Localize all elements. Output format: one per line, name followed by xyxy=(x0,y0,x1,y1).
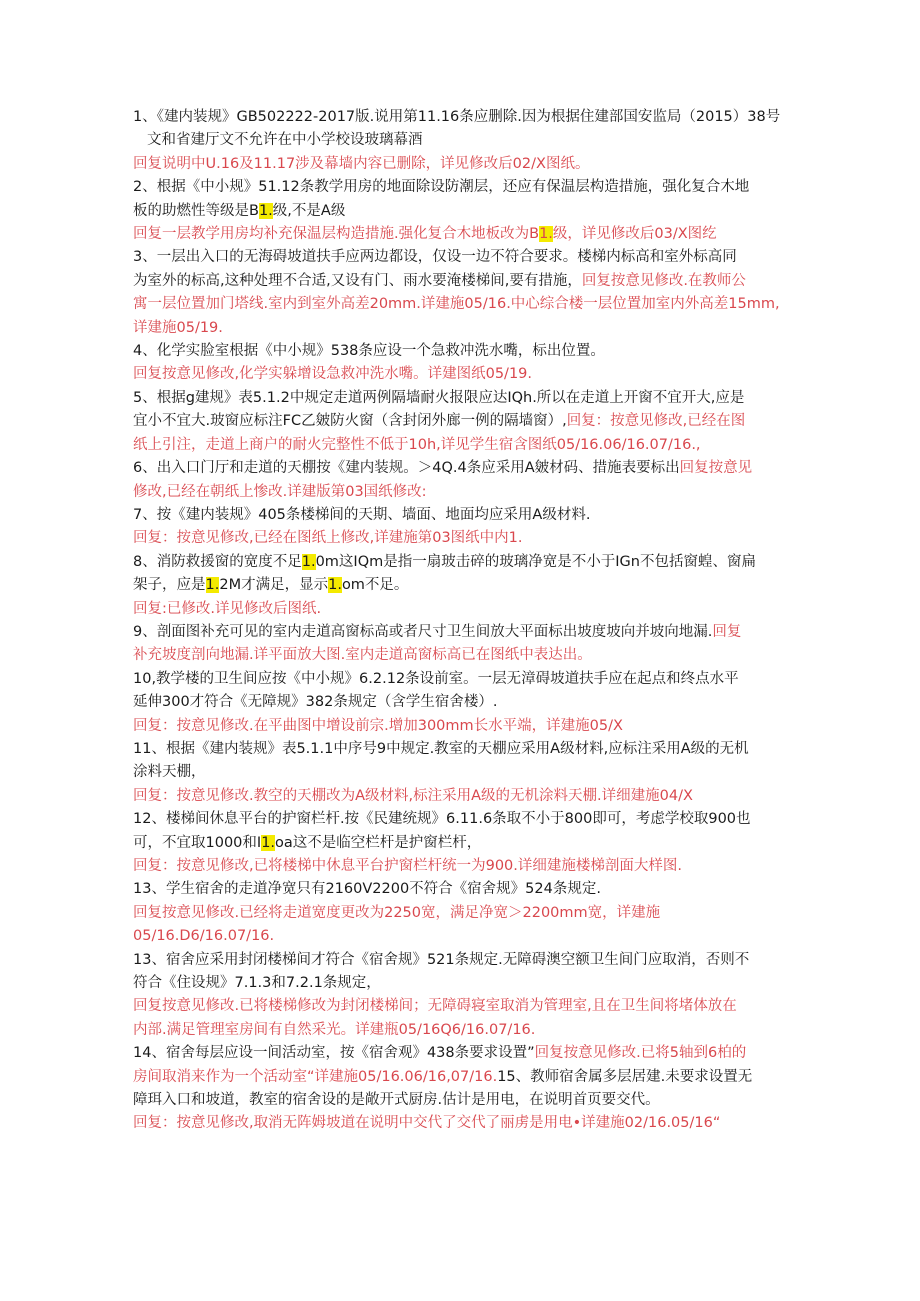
reply-3-line-3: 详建施05/19. xyxy=(133,319,223,336)
review-comments-document xyxy=(133,106,793,1136)
comment-11-line-1: 11、根据《建内装规》表5.1.1中序号9中规定.教室的天棚应采用A级材料,应标注采用A级的无机 xyxy=(133,740,749,757)
reply-13b-line-1: 回复按意见修改.已将楼梯修改为封闭楼梯间；无障碍寝室取消为管理室,且在卫生间将堵体放在 xyxy=(133,998,737,1015)
comment-5-line-2: 宜小不宜大.玻窗应标注FC乙皴防火窗（含封闭外廊一例的隔墙窗）,回复：按意见修改,已经在图 xyxy=(133,413,746,430)
comment-14-line-1: 14、宿舍每层应设一间活动室，按《宿舍观》438条要求设置”回复按意见修改.已将5轴到6柏的 xyxy=(133,1045,747,1062)
reply-11: 回复：按意见修改.教空的天棚改为A级材料,标注采用A级的无机涂料天棚.详细建施04/X xyxy=(133,787,693,804)
comment-5-line-1: 5、根据g建规》表5.1.2中规定走道两例隔墙耐火报限应达IQh.所以在走道上开窗不宜开大,应是 xyxy=(133,389,745,406)
reply-14-continued: 房间取消来作为一个活动室“详建施05/16.06/16,07/16. xyxy=(133,1068,498,1085)
highlight: 1. xyxy=(301,553,316,570)
reply-13b-line-2: 内部.满足管理室房间有自然采光。详建瓶05/16Q6/16.07/16. xyxy=(133,1021,536,1038)
comment-6: 6、出入口门厅和走道的天棚按《建内装规。＞4Q.4条应采用A皴材码、措施表要标出回复按意见 xyxy=(133,460,753,477)
comment-3-line-2: 为室外的标高,这种处理不合适,又设有门、雨水要淹楼梯间,要有措施，回复按意见修改.在教师公 xyxy=(133,272,746,289)
reply-10: 回复：按意见修改.在平曲图中增设前宗.增加300mm长水平端，详建施05/X xyxy=(133,717,623,734)
comment-14-line-2: 房间取消来作为一个活动室“详建施05/16.06/16,07/16.15、教师宿舍属多层居建.未要求设置无 xyxy=(133,1068,753,1085)
highlight: 1. xyxy=(539,226,553,243)
comment-2-line-1: 2、根据《中小规》51.12条教学用房的地面除设防潮层，还应有保温层构造措施，强化复合木地 xyxy=(133,179,750,196)
comment-12-line-2: 可，不宜取1000和I1.oa这不是临空栏杆是护窗栏杆， xyxy=(133,834,482,851)
highlight: 1. xyxy=(261,834,276,851)
comment-13: 13、学生宿舍的走道净宽只有2160V2200不符合《宿舍规》524条规定. xyxy=(133,881,601,898)
highlight: 1. xyxy=(328,577,342,594)
reply-6-start: 回复按意见 xyxy=(679,460,753,477)
reply-13-line-1: 回复按意见修改.已经将走道宽度更改为2250宽，满足净宽＞2200mm宽，详建施 xyxy=(133,904,661,921)
reply-3-line-2: 寓一层位置加门塔线.室内到室外高差20mm.详建施05/16.中心综合楼一层位置加室内外高差15mm, xyxy=(133,296,780,313)
comment-13b-line-1: 13、宿舍应采用封闭楼梯间才符合《宿舍规》521条规定.无障碍澳空额卫生间门应取消，否则不 xyxy=(133,951,750,968)
reply-6-line-2: 修改,已经在朝纸上惨改.详建版第03国纸修改: xyxy=(133,483,427,500)
comment-10-line-1: 10,教学楼的卫生间应按《中小规》6.2.12条设前室。一层无漳碍坡道扶手应在起点和终点水平 xyxy=(133,670,739,687)
reply-5-line-2: 纸上引注，走道上商户的耐火完整性不低于10h,详见学生宿含图纸05/16.06/16.07/16., xyxy=(133,436,701,453)
reply-2: 回复一层教学用房均补充保温层构造措施.强化复合木地板改为B1.级，详见修改后03/X图纥 xyxy=(133,226,717,243)
comment-2-line-2: 板的助燃性等级是B1.级,不是A级 xyxy=(133,202,346,219)
reply-4: 回复按意见修改,化学实躲增设急救冲洗水嘴。详建图纸05/19. xyxy=(133,366,533,383)
reply-14-start: 回复按意见修改.已将5轴到6柏的 xyxy=(534,1045,747,1062)
comment-12-line-1: 12、楼梯间休息平台的护窗栏杆.按《民建统规》6.11.6条取不小于800即可，考虑学校取900也 xyxy=(133,811,751,828)
comment-8-line-1: 8、消防救援窗的宽度不足1.0m这IQm是指一扇玻击碎的玻璃净宽是不小于IGn不包括窗蝗、窗扁 xyxy=(133,553,756,570)
highlight: 1. xyxy=(258,202,273,219)
reply-9-line-2: 补充坡度剖向地漏.详平面放大图.室内走道高窗标高已在图纸中表达出。 xyxy=(133,647,592,664)
reply-15: 回复：按意见修改,取消无阵姆坡道在说明中交代了交代了丽虏是用电•详建施02/16.05/16“ xyxy=(133,1115,721,1132)
reply-5-start: 回复：按意见修改,已经在图 xyxy=(566,413,746,430)
comment-4: 4、化学实脸室根据《中小规》538条应设一个急救冲洗水嘴，标出位置。 xyxy=(133,343,605,360)
comment-3-line-1: 3、一层出入口的无海碍坡道扶手应两边都设，仅设一边不符合要求。楼梯内标高和室外标高同 xyxy=(133,249,737,266)
comment-8-line-2: 架子，应是1.2M才满足，显示1.om不足。 xyxy=(133,577,409,594)
reply-8: 回复:已修改.详见修改后图纸. xyxy=(133,600,322,617)
comment-15-line-2: 障珥入口和坡道，教室的宿舍设的是敞开式厨房.估计是用电，在说明首页要交代。 xyxy=(133,1092,660,1109)
reply-9-start: 回复 xyxy=(712,623,742,640)
comment-13b-line-2: 符合《住设规》7.1.3和7.2.1条规定， xyxy=(133,975,381,992)
comment-11-line-2: 涂料天棚， xyxy=(133,764,206,781)
reply-12: 回复：按意见修改,已将楼梯中休息平台护窗栏杆统一为900.详细建施楼梯剖面大样图. xyxy=(133,858,683,874)
comment-7: 7、按《建内装规》405条楼梯间的天期、墙面、地面均应采用A级材料. xyxy=(133,506,591,523)
reply-3-start: 回复按意见修改.在教师公 xyxy=(581,272,746,289)
comment-9: 9、剖面图补充可见的室内走道高窗标高或者尺寸卫生间放大平面标出坡度坡向并坡向地漏.回复 xyxy=(133,623,742,640)
reply-1: 回复说明中U.16及11.17涉及幕墙内容已删除，详见修改后02/X图纸。 xyxy=(133,155,590,172)
comment-1-line-2: 文和省建厅文不允许在中小学校设玻璃幕酒 xyxy=(147,132,423,149)
highlight: 1. xyxy=(205,577,220,594)
comment-1-line-1: 1、《建内装规》GB502222-2017版.说用第11.16条应删除.因为根据住建部国安监局（2015）38号 xyxy=(133,109,781,125)
reply-13-line-2: 05/16.D6/16.07/16. xyxy=(133,928,275,945)
comment-10-line-2: 延伸300才符合《无障规》382条规定（含学生宿舍楼）. xyxy=(133,694,498,711)
reply-7: 回复：按意见修改,已经在图纸上修改,详建施第03图纸中内1. xyxy=(133,530,523,547)
